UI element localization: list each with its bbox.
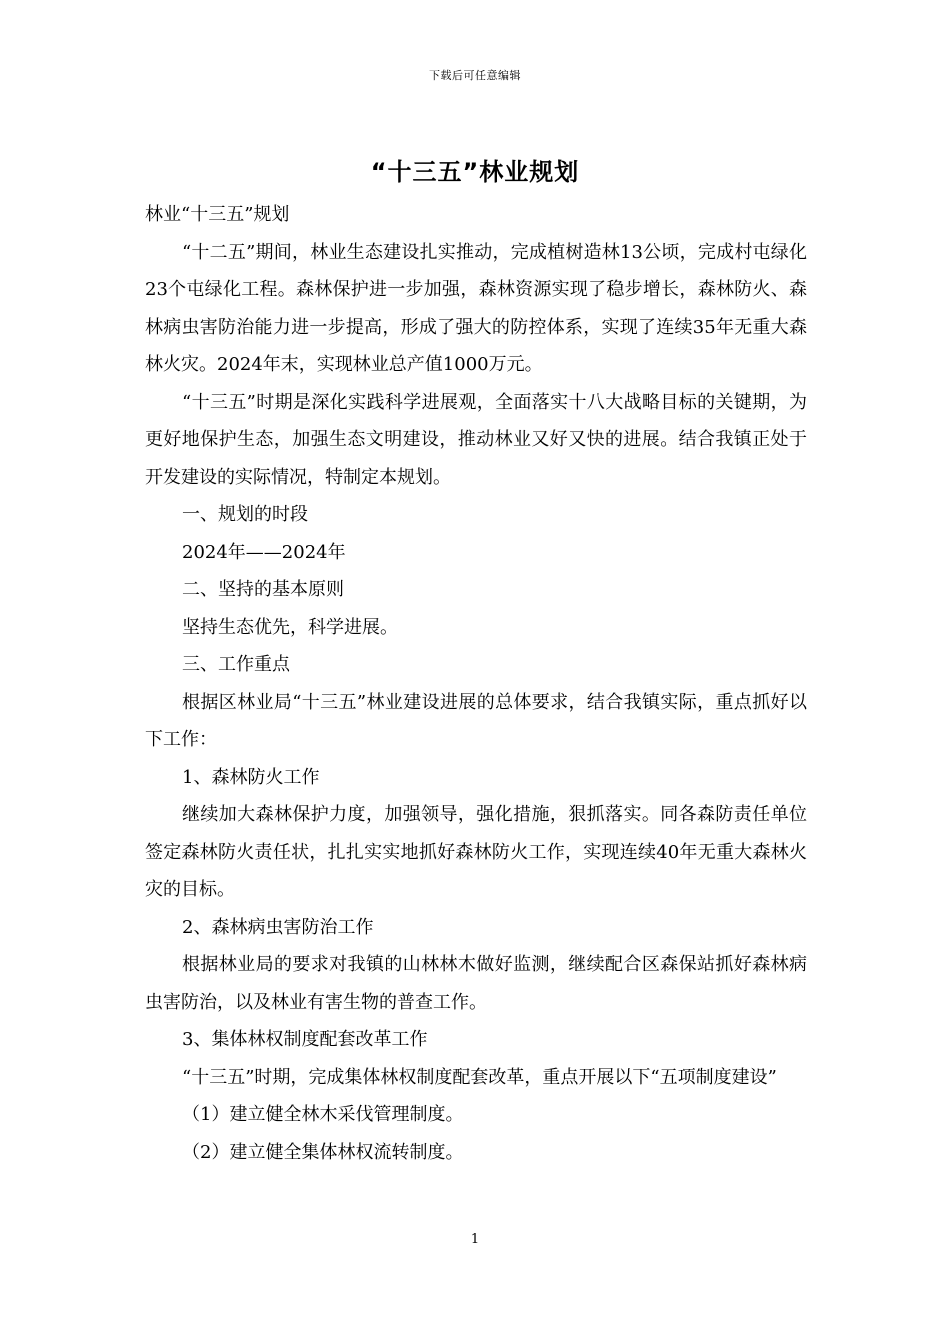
page-number: 1 xyxy=(470,1232,480,1247)
document-title: “十三五”林业规划 xyxy=(370,158,580,186)
section-heading-key-work: 三、工作重点 xyxy=(182,654,290,675)
subheading-forest-rights-reform: 3、集体林权制度配套改革工作 xyxy=(182,1029,428,1050)
pest-control-text: 根据林业局的要求对我镇的山林林木做好监测，继续配合区森保站抓好森林病虫害防治，以及林业有害生物的普查工作。 xyxy=(145,954,807,1013)
section-heading-period: 一、规划的时段 xyxy=(182,504,308,525)
principles-text: 坚持生态优先，科学进展。 xyxy=(182,616,398,638)
subheading-pest-control: 2、森林病虫害防治工作 xyxy=(182,916,374,938)
list-item-2: （2）建立健全集体林权流转制度。 xyxy=(182,1141,464,1163)
section-heading-principles: 二、坚持的基本原则 xyxy=(182,579,344,600)
document-body xyxy=(145,196,807,1171)
fire-prevention-text: 继续加大森林保护力度，加强领导，强化措施，狠抓落实。同各森防责任单位签定森林防火责任状，扎扎实实地抓好森林防火工作，实现连续40年无重大森林火灾的目标。 xyxy=(145,804,807,900)
list-item-1: （1）建立健全林木采伐管理制度。 xyxy=(182,1104,464,1125)
subheading-fire-prevention: 1、森林防火工作 xyxy=(182,766,320,788)
subtitle-line: 林业“十三五”规划 xyxy=(145,204,290,225)
forest-rights-reform-text: “十三五”时期，完成集体林权制度配套改革，重点开展以下“五项制度建设” xyxy=(182,1066,777,1088)
download-header-note: 下载后可任意编辑 xyxy=(429,69,521,82)
period-range: 2024年——2024年 xyxy=(182,541,346,563)
paragraph-12th-five-year: “十二五”期间，林业生态建设扎实推动，完成植树造林13公顷，完成村屯绿化23个屯绿化工程。森林保护进一步加强，森林资源实现了稳步增长，森林防火、森林病虫害防治能力进一步提高，形成了强大的防控体系，实现了连续35年无重大森林火灾。2024年末，实现林业总产值1000万元。 xyxy=(145,241,807,375)
paragraph-13th-five-year-intro: “十三五”时期是深化实践科学进展观，全面落实十八大战略目标的关键期，为更好地保护生态，加强生态文明建设，推动林业又好又快的进展。结合我镇正处于开发建设的实际情况，特制定本规划。 xyxy=(145,391,807,488)
key-work-intro: 根据区林业局“十三五”林业建设进展的总体要求，结合我镇实际，重点抓好以下工作： xyxy=(145,691,807,750)
